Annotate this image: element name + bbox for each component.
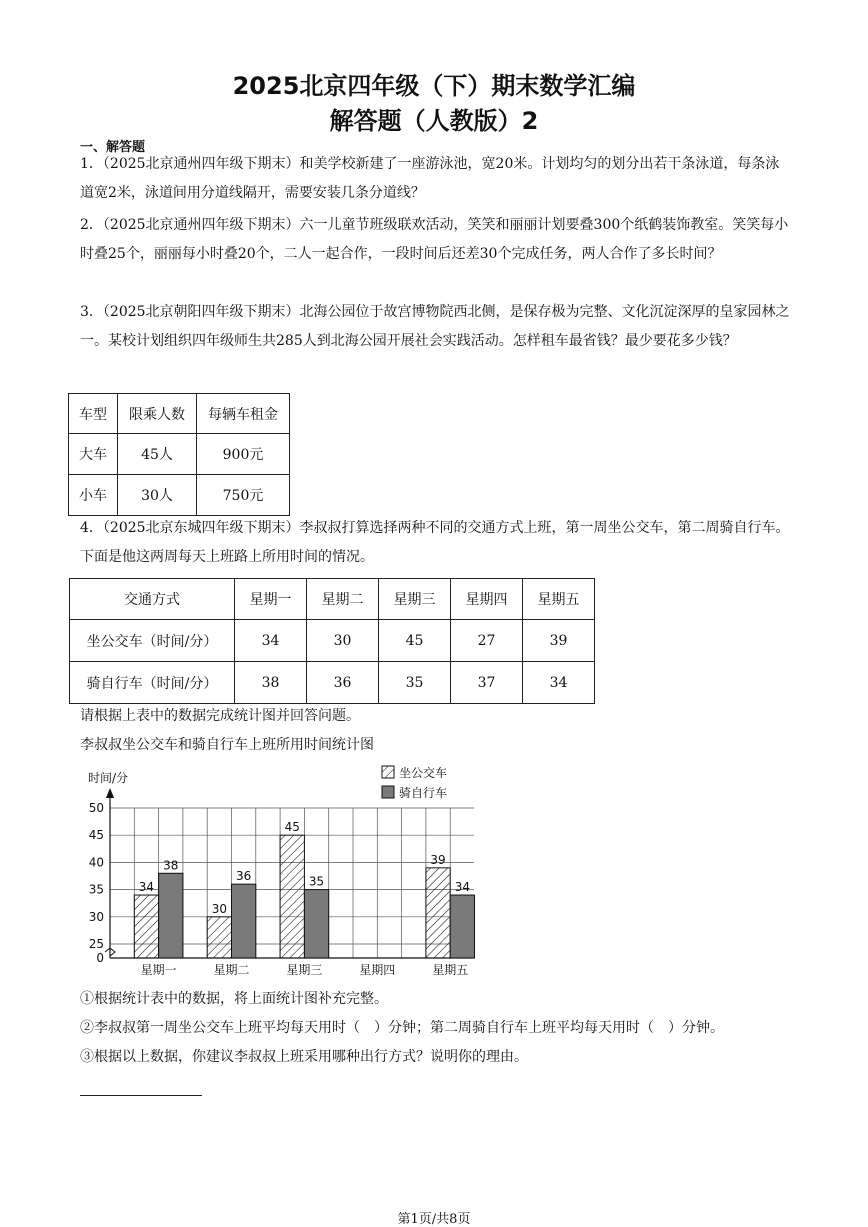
table-cell: 坐公交车（时间/分） <box>70 620 235 662</box>
x-tick-label: 星期三 <box>286 963 323 977</box>
bar-bike <box>159 873 183 958</box>
table-row <box>70 620 595 662</box>
table-row <box>70 662 595 704</box>
y-tick-label: 35 <box>88 882 104 897</box>
page-subtitle: 解答题（人教版）2 <box>329 107 539 135</box>
legend-label: 骑自行车 <box>399 786 448 800</box>
table-cell: 37 <box>451 662 523 704</box>
table-cell: 750元 <box>197 475 290 516</box>
table-cell: 27 <box>451 620 523 662</box>
y-axis-arrow <box>106 788 114 798</box>
x-tick-label: 星期二 <box>213 963 250 977</box>
table-header-cell: 星期四 <box>451 579 523 620</box>
bar-chart <box>80 760 500 990</box>
y-tick-label: 40 <box>88 855 104 870</box>
table-row <box>69 434 290 475</box>
table-cell: 34 <box>523 662 595 704</box>
data-label: 34 <box>138 880 155 895</box>
table-cell: 30人 <box>118 475 197 516</box>
data-label: 45 <box>284 820 300 835</box>
bar-bike <box>450 895 474 958</box>
bar-bike <box>232 884 256 958</box>
table-cell: 35 <box>379 662 451 704</box>
data-label: 35 <box>308 874 325 889</box>
table-cell: 大车 <box>69 434 118 475</box>
question-1: 1．（2025北京通州四年级下期末）和美学校新建了一座游泳池，宽20米。计划均匀的划分出若干条泳道，每条泳道宽2米，泳道间用分道线隔开，需要安装几条分道线？ <box>80 156 780 201</box>
table-header-cell: 星期二 <box>307 579 379 620</box>
table-cell: 45人 <box>118 434 197 475</box>
commute-table <box>69 578 595 704</box>
question-3: 3．（2025北京朝阳四年级下期末）北海公园位于故宫博物院西北侧，是保存极为完整、文化沉淀深厚的皇家园林之一。某校计划组织四年级师生共285人到北海公园开展社会实践活动。怎样租车最省钱？最少要花多少钱？ <box>80 304 790 349</box>
page-title: 2025北京四年级（下）期末数学汇编 <box>232 72 636 100</box>
bar-bus <box>280 835 304 958</box>
table-cell: 38 <box>235 662 307 704</box>
table-row <box>69 475 290 516</box>
data-label: 36 <box>236 869 252 884</box>
bar-bus <box>426 868 450 958</box>
table-header-row <box>69 394 290 434</box>
table-header-cell: 交通方式 <box>70 579 235 620</box>
question-2: 2．（2025北京通州四年级下期末）六一儿童节班级联欢活动，笑笑和丽丽计划要叠300个纸鹤装饰教室。笑笑每小时叠25个，丽丽每小时叠20个，二人一起合作，一段时间后还差30个完成任务，两人合作了多长时间？ <box>80 217 789 262</box>
bar-bus <box>207 917 231 958</box>
y-tick-label: 0 <box>96 951 104 965</box>
sub-question-3: ③根据以上数据，你建议李叔叔上班采用哪种出行方式？说明你的理由。 <box>80 1049 528 1065</box>
table-cell: 34 <box>235 620 307 662</box>
bar-bike <box>304 890 328 958</box>
table-cell: 30 <box>307 620 379 662</box>
table-header-cell: 星期五 <box>523 579 595 620</box>
sub-question-2: ②李叔叔第一周坐公交车上班平均每天用时（ ）分钟；第二周骑自行车上班平均每天用时（ ）分钟。 <box>80 1020 724 1036</box>
bar-bus <box>134 895 158 958</box>
data-label: 39 <box>430 852 446 867</box>
x-tick-label: 星期五 <box>432 963 469 977</box>
table-header-row <box>70 579 595 620</box>
data-label: 30 <box>211 901 227 916</box>
x-tick-label: 星期一 <box>140 963 177 977</box>
table-header-cell: 每辆车租金 <box>197 394 290 434</box>
table-cell: 小车 <box>69 475 118 516</box>
y-axis-label: 时间/分 <box>88 771 129 785</box>
y-tick-label: 45 <box>88 828 104 843</box>
legend-swatch <box>382 786 394 798</box>
legend-swatch <box>382 766 394 778</box>
y-tick-label: 30 <box>88 909 104 924</box>
y-tick-label: 50 <box>88 801 104 815</box>
x-tick-label: 星期四 <box>359 963 396 977</box>
page-footer: 第1页/共8页 <box>397 1212 471 1227</box>
table-header-cell: 限乘人数 <box>118 394 197 434</box>
instruction: 请根据上表中的数据完成统计图并回答问题。 <box>80 708 360 724</box>
table-cell: 骑自行车（时间/分） <box>70 662 235 704</box>
data-label: 38 <box>163 858 179 873</box>
legend-label: 坐公交车 <box>399 766 448 780</box>
table-cell: 36 <box>307 662 379 704</box>
rental-table <box>68 393 290 516</box>
table-cell: 900元 <box>197 434 290 475</box>
data-label: 34 <box>454 880 470 895</box>
y-tick-label: 25 <box>88 937 104 951</box>
sub-question-1: ①根据统计表中的数据，将上面统计图补充完整。 <box>80 991 388 1007</box>
question-4: 4．（2025北京东城四年级下期末）李叔叔打算选择两种不同的交通方式上班，第一周坐公交车，第二周骑自行车。下面是他这两周每天上班路上所用时间的情况。 <box>80 520 790 565</box>
table-header-cell: 星期一 <box>235 579 307 620</box>
table-header-cell: 车型 <box>69 394 118 434</box>
table-cell: 45 <box>379 620 451 662</box>
table-header-cell: 星期三 <box>379 579 451 620</box>
chart-title: 李叔叔坐公交车和骑自行车上班所用时间统计图 <box>80 737 374 753</box>
footnote-divider <box>80 1095 202 1096</box>
section-heading: 一、解答题 <box>80 140 146 155</box>
table-cell: 39 <box>523 620 595 662</box>
